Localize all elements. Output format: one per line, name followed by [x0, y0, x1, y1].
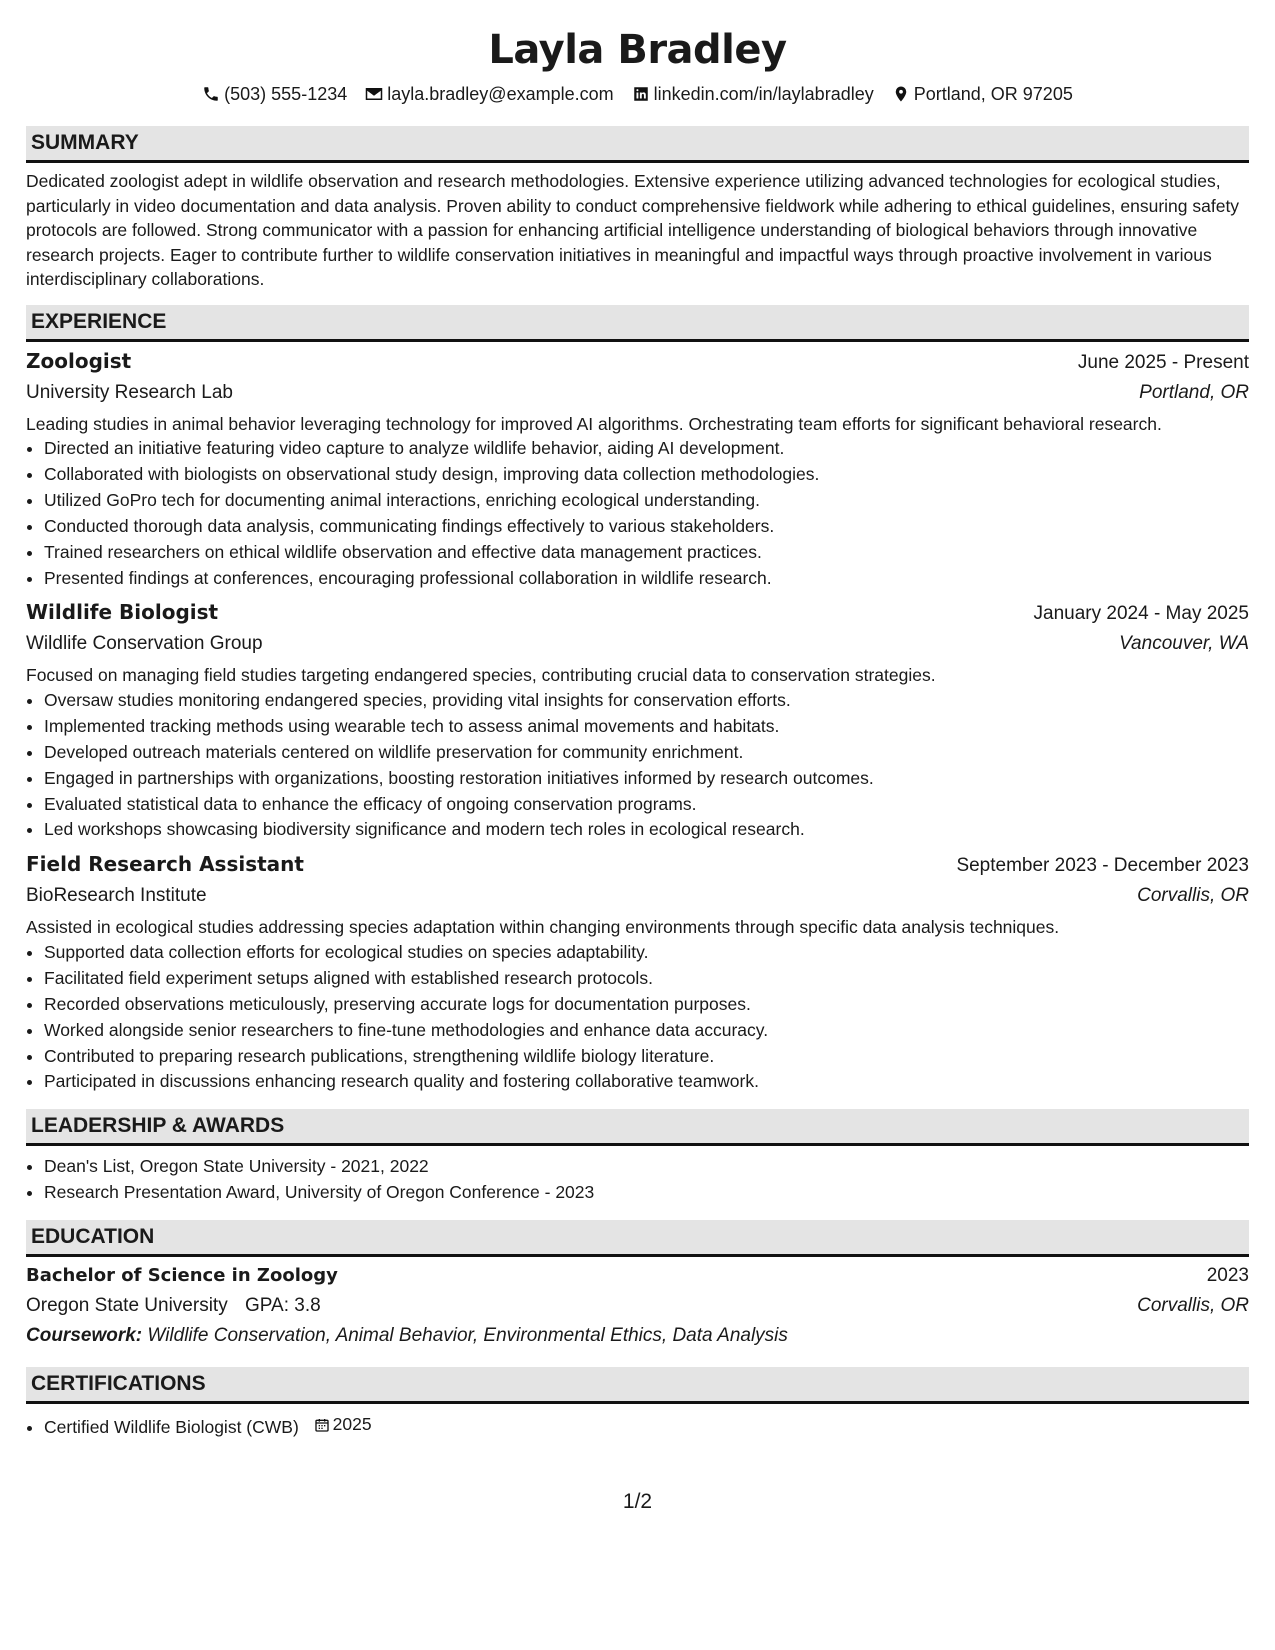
job-title: Wildlife Biologist [26, 600, 219, 625]
email-link[interactable]: layla.bradley@example.com [387, 84, 614, 104]
job-description: Assisted in ecological studies addressing species adaptation within changing environments through specific data analysis techniques. [26, 917, 1060, 938]
list-item [44, 1412, 1249, 1441]
gpa: GPA: 3.8 [244, 1295, 321, 1317]
contact-bar [26, 82, 1249, 106]
summary-text: Dedicated zoologist adept in wildlife observation and research methodologies. Extensive experience utilizing advanced technologies for ecological studies, particularly in video documentation and data analysis. Proven ability to conduct comprehensive fieldwork while adhering to ethical guidelines, ensuring safety protocols are followed. Strong communicator with a passion for enhancing artificial intelligence understanding of biological behaviors through innovative research projects. Eager to contribute further to wildlife conservation initiatives in meaningful and impactful ways through proactive involvement in various interdisciplinary collaborations. [26, 171, 1240, 289]
list-item: • Contributed to preparing research publications, strengthening wildlife biology literature. [44, 1044, 1249, 1070]
map-pin-icon [892, 85, 910, 103]
phone-icon [202, 85, 220, 103]
job-location: Vancouver, WA [1119, 633, 1249, 655]
certifications-list [26, 1412, 1249, 1441]
list-item: • Worked alongside senior researchers to fine-tune methodologies and enhance data accuracy. [44, 1018, 1249, 1044]
list-item: • Trained researchers on ethical wildlife observation and effective data management practices. [44, 540, 1249, 566]
section-heading-education: EDUCATION [26, 1220, 1249, 1257]
coursework-line [26, 1321, 1249, 1351]
calendar-icon [314, 1417, 330, 1433]
contact-location [892, 82, 1073, 106]
list-item: • Recorded observations meticulously, preserving accurate logs for documentation purposes. [44, 992, 1249, 1018]
certification-name: Certified Wildlife Biologist (CWB) [44, 1417, 299, 1438]
list-item: • Facilitated field experiment setups aligned with established research protocols. [44, 966, 1249, 992]
list-item: • Led workshops showcasing biodiversity significance and modern tech roles in ecological research. [44, 817, 1249, 843]
job-title: Field Research Assistant [26, 852, 304, 877]
school-name: Oregon State University [26, 1295, 228, 1317]
degree-title: Bachelor of Science in Zoology [26, 1265, 338, 1287]
job-organization: Wildlife Conservation Group [26, 633, 263, 655]
job-bullets [26, 436, 1249, 591]
job-bullets [26, 940, 1249, 1095]
school-line [26, 1291, 321, 1321]
education-entry [26, 1261, 1249, 1351]
job-location: Portland, OR [1139, 381, 1249, 403]
page-number: 1/2 [622, 1490, 653, 1513]
job-description: Leading studies in animal behavior leveraging technology for improved AI algorithms. Orchestrating team efforts for significant behavioral research. [26, 413, 1162, 434]
location-text: Portland, OR 97205 [913, 84, 1073, 104]
certification-year: 2025 [332, 1414, 372, 1435]
job-dates: September 2023 - December 2023 [956, 855, 1249, 877]
list-item: • Engaged in partnerships with organizations, boosting restoration initiatives informed by research outcomes. [44, 766, 1249, 792]
phone-text: (503) 555-1234 [224, 84, 348, 104]
list-item: • Evaluated statistical data to enhance the efficacy of ongoing conservation programs. [44, 792, 1249, 818]
awards-list [26, 1154, 1249, 1206]
list-item: • Implemented tracking methods using wearable tech to assess animal movements and habitats. [44, 714, 1249, 740]
job-dates: January 2024 - May 2025 [1033, 603, 1249, 625]
linkedin-link[interactable]: linkedin.com/in/laylabradley [653, 84, 874, 104]
job-bullets [26, 688, 1249, 843]
job-entry [26, 849, 1249, 1095]
coursework-list: Wildlife Conservation, Animal Behavior, Environmental Ethics, Data Analysis [147, 1325, 788, 1347]
coursework-label: Coursework: [26, 1325, 143, 1347]
list-item: • Participated in discussions enhancing research quality and fostering collaborative teamwork. [44, 1069, 1249, 1095]
list-item: • Research Presentation Award, University of Oregon Conference - 2023 [44, 1180, 1249, 1206]
contact-linkedin[interactable] [632, 82, 874, 106]
contact-phone [202, 82, 347, 106]
candidate-name: Layla Bradley [488, 27, 787, 73]
list-item: • Collaborated with biologists on observational study design, improving data collection methodologies. [44, 462, 1249, 488]
resume-page [26, 0, 1249, 1441]
school-location: Corvallis, OR [1137, 1295, 1249, 1317]
list-item: • Utilized GoPro tech for documenting animal interactions, enriching ecological understanding. [44, 488, 1249, 514]
job-description: Focused on managing field studies targeting endangered species, contributing crucial data to conservation strategies. [26, 665, 936, 686]
list-item: • Supported data collection efforts for ecological studies on species adaptability. [44, 940, 1249, 966]
graduation-year: 2023 [1206, 1265, 1249, 1287]
job-dates: June 2025 - Present [1077, 351, 1249, 373]
list-item: • Developed outreach materials centered on wildlife preservation for community enrichment. [44, 740, 1249, 766]
job-entry [26, 597, 1249, 843]
list-item: • Presented findings at conferences, encouraging professional collaboration in wildlife research. [44, 566, 1249, 592]
certification-date [314, 1412, 372, 1438]
section-heading-leadership: LEADERSHIP & AWARDS [26, 1109, 1249, 1146]
job-organization: University Research Lab [26, 381, 233, 403]
envelope-icon [365, 85, 383, 103]
job-entry [26, 346, 1249, 592]
list-item: • Oversaw studies monitoring endangered species, providing vital insights for conservation efforts. [44, 688, 1249, 714]
list-item: • Directed an initiative featuring video capture to analyze wildlife behavior, aiding AI development. [44, 436, 1249, 462]
list-item: • Conducted thorough data analysis, communicating findings effectively to various stakeholders. [44, 514, 1249, 540]
section-heading-certifications: CERTIFICATIONS [26, 1367, 1249, 1404]
job-organization: BioResearch Institute [26, 885, 207, 907]
linkedin-icon [632, 85, 650, 103]
list-item: • Dean's List, Oregon State University - 2021, 2022 [44, 1154, 1249, 1180]
contact-email[interactable] [365, 82, 613, 106]
job-title: Zoologist [26, 348, 132, 373]
job-location: Corvallis, OR [1137, 885, 1249, 907]
section-heading-experience: EXPERIENCE [26, 305, 1249, 342]
section-heading-summary: SUMMARY [26, 126, 1249, 163]
